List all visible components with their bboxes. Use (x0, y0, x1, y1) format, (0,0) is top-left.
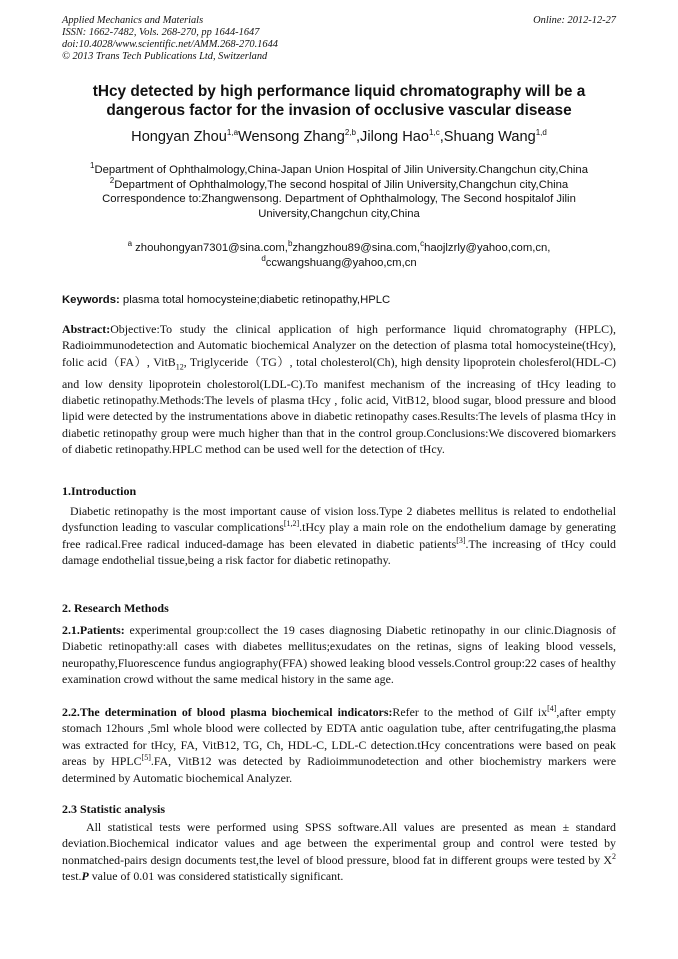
author-sup: 1,c (429, 128, 440, 138)
affiliation-mark: 2 (109, 175, 115, 185)
copyright-line: © 2013 Trans Tech Publications Ltd, Switzerland (62, 51, 268, 62)
keywords-label: Keywords: (62, 294, 120, 306)
title-line-2: dangerous factor for the invasion of occlusive vascular disease (106, 102, 572, 119)
abstract-label: Abstract: (62, 322, 111, 336)
methods-text: value of 0.01 was considered statistically significant. (88, 869, 344, 884)
keywords (62, 294, 616, 306)
issn-line: ISSN: 1662-7482, Vols. 268-270, pp 1644-1647 (62, 27, 260, 38)
subsection-label: 2.2.The determination of blood plasma biochemical indicators: (62, 705, 393, 719)
affiliation-mark: 1 (90, 161, 95, 171)
author-sup: 1,a (226, 128, 239, 138)
author-list: Hongyan Zhou$^{1,a}$Wensong Zhang$^{2,b}$,Jilong Hao$^{1,c}$,Shuang Wang$^{1,d}$ (131, 128, 547, 145)
p-value-symbol: P (81, 869, 89, 884)
keywords-text: plasma total homocysteine;diabetic retinopathy,HPLC (122, 294, 391, 306)
affiliation-text: Department of Ophthalmology,China-Japan Union Hospital of Jilin University.Changchun city,China (94, 164, 588, 176)
affiliation-text: Department of Ophthalmology,The second hospital of Jilin University,Changchun city,China (114, 178, 569, 191)
paper-title (62, 82, 616, 120)
introduction-paragraph (62, 503, 616, 569)
citation: [4] (547, 704, 557, 714)
superscript: 2 (612, 851, 616, 861)
section-heading-introduction: 1.Introduction (62, 484, 137, 498)
journal-name: Applied Mechanics and Materials (62, 15, 204, 26)
methods-2-1 (62, 622, 616, 688)
author-name: Wensong Zhang (238, 129, 345, 145)
statistics-paragraph (62, 819, 616, 885)
affiliation-1 (62, 163, 616, 178)
methods-text: .FA, VitB12 was detected by Radioimmunodetection and other biochemistry markers were determined by Automatic biochemical Analyzer. (62, 754, 616, 785)
subsection-label: 2.1.Patients: (62, 623, 125, 637)
author-name: Hongyan Zhou (131, 129, 227, 145)
methods-text: experimental group:collect the 19 cases diagnosing Diabetic retinopathy in our clinic.Diagnosis of Diabetic retinopathy:all cases with diabetes mellitus;exudates on the retinas, signs of leaking blood vessels, neuropathy,Fluorescence fundus angiography(FFA) showed leaking blood vessels.Control group:22 cases of healthy examination crowd without the same medical history in the same age. (62, 623, 616, 687)
email-mark: d (261, 254, 266, 264)
abstract-text: Objective:To study the clinical application of high performance liquid chromatography (HPLC), Radioimmunodetection and Automatic biochemical Analyzer on the detection of plasma total homocysteine(tHcy), folic acid（FA）, VitB (62, 322, 616, 369)
author-sup: 1,d (535, 128, 547, 138)
email-mark: b (287, 239, 293, 249)
abstract-text: , Triglyceride（TG）, total cholesterol(Ch), high density lipoprotein cholesferol(HDL-C) and low density lipoprotein cholestorol(LDL-C).To manifest mechanism of the increasing of tHcy leading to diabetic retinopathy.Methods:The levels of plasma tHcy , folic acid, VitB12, blood sugar, blood pressure and blood lipid were detected by the instrumentations above in diabetic retinopathy cases.Results:The levels of plasma tHcy in diabetic retinopathy group were much higher than that in the control group.Conclusions:We discovered biomarkers of diabetic retinopathy.HPLC method can be used well for the detection of tHcy. (62, 354, 616, 457)
abstract (62, 321, 616, 458)
online-date: Online: 2012-12-27 (533, 15, 616, 26)
journal-header (62, 15, 278, 63)
subsection-heading-statistics: 2.3 Statistic analysis (62, 802, 166, 816)
email-a[interactable]: zhouhongyan7301@sina.com, (135, 242, 288, 254)
author-name: Jilong Hao (360, 129, 430, 145)
email-mark: a (127, 239, 133, 249)
section-heading-methods: 2. Research Methods (62, 601, 169, 615)
methods-text: All statistical tests were performed using SPSS software.All values are presented as mean ± standard deviation.Biochemical indicator values and age between the experimental group and control were tested by nonmatched-pairs design documents test,the level of blood pressure, blood fat in different groups were tested by X (62, 820, 616, 867)
methods-2-2 (62, 704, 616, 786)
author-name: Shuang Wang (443, 129, 536, 145)
intro-text: .tHcy play a main role on the endothelium damage by generating free radical.Free radical induced-damage has been elevated in diabetic patients (62, 520, 616, 551)
citation: [3] (456, 535, 466, 545)
citation: [1,2] (283, 519, 300, 529)
email-mark: c (420, 239, 425, 249)
methods-text: ,after empty stomach 12hours ,5ml whole blood were collected by EDTA antic oagulation tube, after centrifugating,the plasma was extracted for tHcy, FA, VitB12, TG, Ch, HDL-C, LDL-C detection.tHcy concentrations were based on peak areas by HPLC (62, 705, 616, 769)
author-emails (62, 241, 616, 271)
affiliations (62, 163, 616, 221)
subscript: 12 (175, 362, 184, 372)
author-sup: 2,b (344, 128, 356, 138)
email-c[interactable]: haojlzrly@yahoo,com,cn, (424, 242, 551, 254)
title-line-1: tHcy detected by high performance liquid chromatography will be a (92, 83, 586, 100)
intro-text: .The increasing of tHcy could damage endothelial tissue,being a risk factor for diabetic retinopathy. (62, 536, 616, 568)
doi-line: doi:10.4028/www.scientific.net/AMM.268-270.1644 (62, 39, 278, 50)
methods-text: test. (62, 869, 82, 884)
citation: [5] (141, 753, 151, 763)
affiliation-2 (62, 175, 616, 193)
correspondence: Correspondence to:Zhangwensong. Department of Ophthalmology, The Second hospitalof Jilin University,Changchun city,China (102, 193, 576, 220)
email-b[interactable]: zhangzhou89@sina.com, (292, 242, 421, 254)
methods-text: Refer to the method of Gilf ix (392, 705, 548, 719)
email-d[interactable]: ccwangshuang@yahoo,cm,cn (265, 257, 417, 269)
intro-text: Diabetic retinopathy is the most important cause of vision loss.Type 2 diabetes mellitus is related to endothelial dysfunction leading to vascular complications (62, 504, 616, 535)
